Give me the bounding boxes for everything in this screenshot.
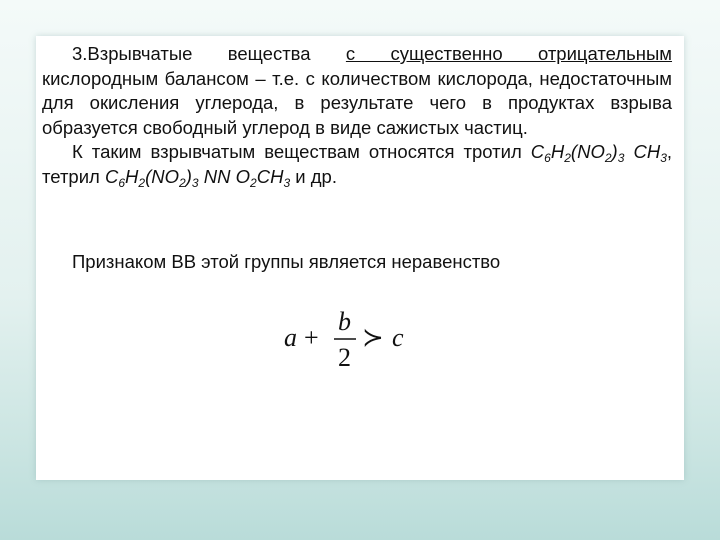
formula-plus: + — [304, 323, 319, 352]
para2-tail: и др. — [290, 165, 337, 187]
inequality-formula — [272, 300, 432, 380]
inequality-intro-text: Признаком ВВ этой группы является неравенство — [72, 251, 501, 272]
paragraph-examples — [42, 140, 672, 189]
para2-comma: , тетрил — [42, 141, 673, 187]
formula-b: b — [338, 307, 351, 336]
formula-relation: ≻ — [362, 323, 384, 352]
para1-intro: 3.Взрывчатые вещества — [72, 43, 311, 64]
formula-denominator: 2 — [338, 343, 351, 372]
slide-body — [42, 42, 672, 189]
para2-lead: К таким взрывчатым веществам относятся тротил — [72, 141, 522, 162]
formula-c: c — [392, 323, 404, 352]
formula-a: a — [284, 323, 297, 352]
inequality-svg — [272, 300, 432, 380]
paragraph-explosives-definition — [42, 42, 672, 140]
para1-underlined-phrase: с существенно отрицательным — [345, 43, 673, 64]
para1-rest: кислородным балансом – т.е. с количеством кислорода, недостаточным для окисления углерода, в результате чего в продуктах взрыва образуется свободный углерод в виде сажистых частиц. — [42, 67, 672, 138]
tetryl-formula: $C_6H_2(NO_2)_3$ NN $O_2CH_3$ — [104, 165, 291, 190]
trotyl-formula: $C_6H_2(NO_2)_3$ $CH_3$ — [530, 141, 667, 165]
